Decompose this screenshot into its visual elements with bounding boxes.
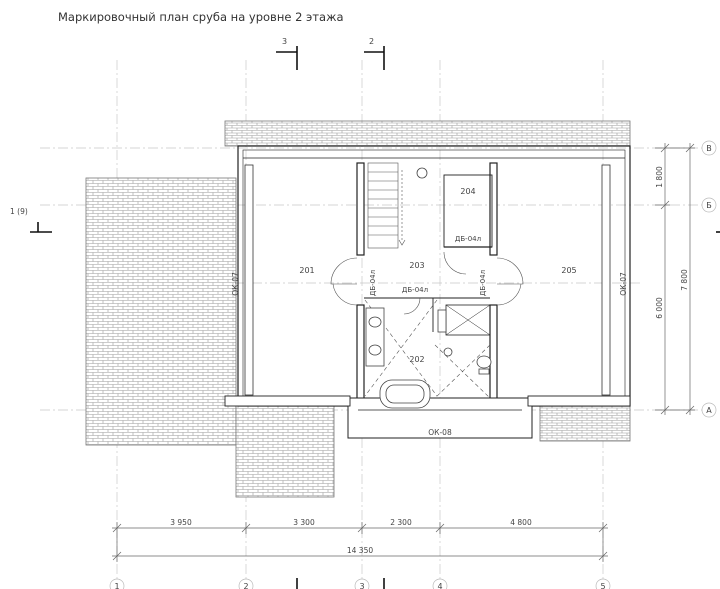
outer-wall <box>238 146 630 406</box>
washer <box>438 310 446 332</box>
axis-label-a: А <box>706 406 712 415</box>
db04-mark-left: ДБ-04л <box>369 269 377 297</box>
axis-label-1: 1 <box>114 582 120 589</box>
dim-6000: 6 000 <box>655 297 664 319</box>
db04-mark-mid: ДБ-04л <box>401 286 429 294</box>
fixtures <box>366 168 491 408</box>
dim-7800: 7 800 <box>680 269 689 291</box>
partition-left-lower <box>357 305 364 410</box>
dim-total: 14 350 <box>346 546 374 555</box>
elevation-mark <box>30 222 52 232</box>
dim-2300: 2 300 <box>390 518 412 527</box>
partition-right-lower <box>490 305 497 410</box>
db04-mark-top: ДБ-04л <box>454 235 482 243</box>
bathtub <box>380 380 430 408</box>
toilet <box>477 356 491 368</box>
drawing-title: Маркировочный план сруба на уровне 2 этажа <box>58 10 344 24</box>
sink-2 <box>369 345 381 355</box>
dim-3300: 3 300 <box>293 518 315 527</box>
axis-label-5: 5 <box>600 582 606 589</box>
axis-label-2: 2 <box>243 582 249 589</box>
room-202-label: 202 <box>409 355 425 364</box>
db04-mark-right: ДБ-04л <box>479 269 487 297</box>
sink-1 <box>369 317 381 327</box>
axis-label-4: 4 <box>437 582 443 589</box>
section-mark-3 <box>276 46 297 70</box>
inner-wall-line <box>243 150 625 402</box>
dim-4800: 4 800 <box>510 518 532 527</box>
staircase <box>368 163 405 248</box>
elevation-mark-label: 1 (9) <box>10 207 28 216</box>
ok08-mark: ОК-08 <box>428 428 452 437</box>
ok07-left-mark: ОК-07 <box>231 272 240 296</box>
bidet <box>444 348 452 356</box>
partition-left-upper <box>357 163 364 255</box>
room-204-label: 204 <box>460 187 476 196</box>
dim-3950: 3 950 <box>170 518 192 527</box>
ok07-right-mark: ОК-07 <box>619 272 628 296</box>
axis-label-v: В <box>706 144 712 153</box>
top-roof-hatch <box>225 121 630 146</box>
axis-label-b: Б <box>706 201 712 210</box>
axis-label-3: 3 <box>359 582 365 589</box>
left-log-wall <box>245 165 253 395</box>
room-205-label: 205 <box>561 266 577 275</box>
dim-1800: 1 800 <box>655 166 664 188</box>
room-201-label: 201 <box>299 266 315 275</box>
left-roof-hatch <box>86 178 236 445</box>
section-3-label: 3 <box>282 37 288 46</box>
bottom-dimensions <box>112 522 608 562</box>
stair-fixture <box>417 168 427 178</box>
section-mark-2 <box>364 46 384 70</box>
bottom-right-roof-hatch <box>540 405 630 441</box>
section-2-label: 2 <box>369 37 375 46</box>
room-203-label: 203 <box>409 261 425 270</box>
right-log-wall <box>602 165 610 395</box>
bottom-porch-hatch <box>236 405 334 497</box>
axis-bubbles-right <box>702 141 716 417</box>
partition-right-upper <box>490 163 497 255</box>
